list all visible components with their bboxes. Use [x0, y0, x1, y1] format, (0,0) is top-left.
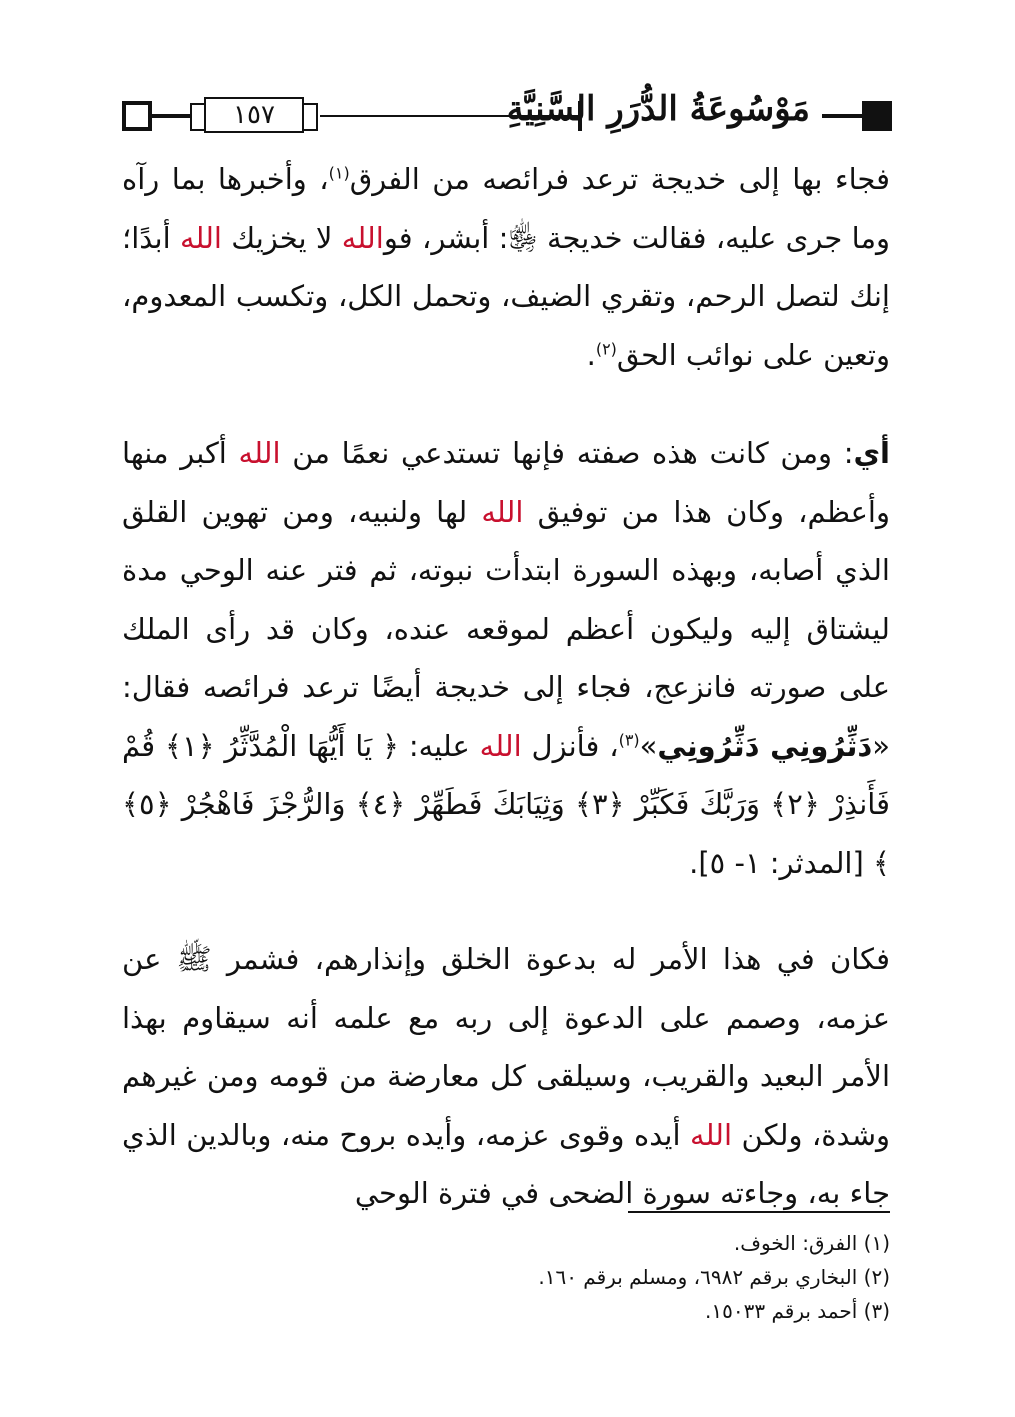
- divine-name: الله: [179, 220, 222, 255]
- page-number: ١٥٧: [233, 100, 275, 130]
- text-run: ، وأخبرها بما رآه وما جرى عليه، فقالت خديجة ﵂: أبشر، فو: [122, 162, 890, 255]
- page-header: [122, 89, 892, 139]
- text-run: ، فأنزل: [521, 728, 619, 763]
- footnote: (٣) أحمد برقم ١٥٠٣٣.: [705, 1299, 890, 1323]
- paragraph-3: [122, 930, 890, 1223]
- divine-name: الله: [238, 436, 281, 470]
- text-run: »: [639, 728, 658, 763]
- divine-name: الله: [481, 494, 524, 529]
- footnote: (١) الفرق: الخوف.: [733, 1231, 890, 1255]
- footnote-marker: (٢): [595, 338, 617, 358]
- footnote-marker: (١): [328, 163, 350, 183]
- footnotes: [130, 1226, 890, 1328]
- text-run: .: [586, 337, 596, 372]
- main-text: [122, 150, 890, 1223]
- paragraph-1: [122, 150, 890, 384]
- divine-name: الله: [690, 1117, 733, 1152]
- text-run: فكان في هذا الأمر له بدعوة الخلق وإنذارهم، فشمر ﷺ عن عزمه، وصمم على الدعوة إلى ربه مع علمه أنه سيقاوم بهذا الأمر البعيد والقريب، وسيلقى كل معارضة من قومه ومن غيرهم وشدة، ولكن: [122, 942, 890, 1152]
- text-run: أيده وقوى عزمه، وأيده بروح منه، وبالدين الذي جاء به، وجاءته سورة الضحى في فترة الوحي: [122, 1117, 890, 1210]
- text-run: عليه:: [399, 728, 480, 763]
- text-run: فجاء بها إلى خديجة ترعد فرائصه من الفرق: [349, 162, 891, 196]
- footnote-marker: (٣): [618, 729, 640, 749]
- divine-name: الله: [341, 220, 384, 255]
- divine-name: الله: [479, 728, 522, 763]
- lead-word: أي: [853, 436, 890, 470]
- text-run: : ومن كانت هذه صفته فإنها تستدعي نعمًا من: [280, 436, 854, 470]
- page-number-box: [204, 97, 304, 133]
- text-run: لا يخزيك: [221, 220, 342, 255]
- footnote: (٢) البخاري برقم ٦٩٨٢، ومسلم برقم ١٦٠.: [538, 1265, 890, 1289]
- book-title: مَوْسُوعَةُ الدُّرَرِ السَّنِيَّةِ: [506, 89, 810, 129]
- quran-verse: ﴿ يَا أَيُّهَا الْمُدَّثِّرُ ﴿١﴾ قُمْ فَأَنذِرْ ﴿٢﴾ وَرَبَّكَ فَكَبِّرْ ﴿٣﴾ وَثِيَابَكَ فَطَهِّرْ ﴿٤﴾ وَالرُّجْزَ فَاهْجُرْ ﴿٥﴾ ﴾: [122, 728, 890, 880]
- header-rule-right: [822, 114, 862, 118]
- text-run: أبدًا؛ إنك لتصل الرحم، وتقري الضيف، وتحمل الكل، وتكسب المعدوم، وتعين على نوائب الحق: [122, 220, 890, 372]
- header-rule-left: [152, 114, 192, 118]
- header-square-outline-ornament: [122, 101, 152, 131]
- footnote-separator: [628, 1211, 890, 1213]
- header-square-filled-ornament: [862, 101, 892, 131]
- text-run: أكبر منها وأعظم، وكان هذا من توفيق: [122, 436, 890, 529]
- verse-reference: [المدثر: ١- ٥].: [689, 845, 873, 880]
- paragraph-2: [122, 424, 890, 892]
- hadith-quote: دَثِّرُونِي دَثِّرُونِي: [657, 728, 873, 763]
- text-run: لها ولنبيه، ومن تهوين القلق الذي أصابه، وبهذه السورة ابتدأت نبوته، ثم فتر عنه الوحي مدة ليشتاق إليه وليكون أعظم لموقعه عنده، وكان قد رأى الملك على صورته فانزعج، فجاء إلى خديجة أيضًا ترعد فرائصه فقال: «: [122, 494, 890, 763]
